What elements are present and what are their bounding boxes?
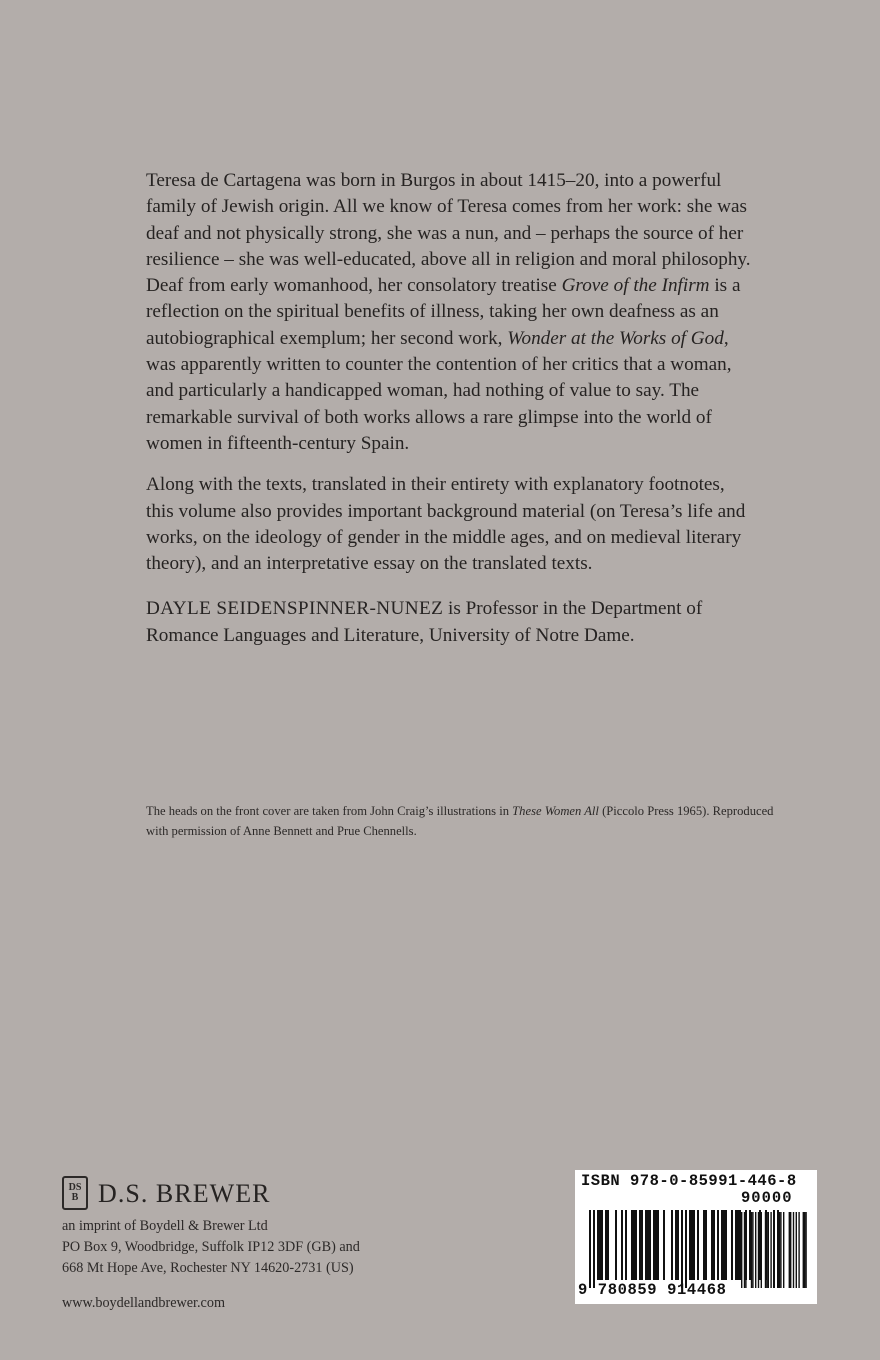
barcode-bar (589, 1210, 591, 1288)
addon-bar (768, 1212, 769, 1288)
back-cover-blurb (146, 168, 756, 664)
barcode-bar (685, 1210, 687, 1288)
barcode-bar (693, 1210, 695, 1280)
addon-bar (779, 1212, 780, 1288)
barcode-bar (607, 1210, 609, 1280)
addon-bar (755, 1212, 756, 1288)
addon-bar (789, 1212, 790, 1288)
addon-bar (793, 1212, 794, 1288)
publisher-address-us: 668 Mt Hope Ave, Rochester NY 14620-2731 (US) (62, 1260, 354, 1276)
barcode-bar (599, 1210, 601, 1280)
blurb-paragraph-1 (146, 168, 756, 457)
barcode-bar (725, 1210, 727, 1280)
barcode-bar (689, 1210, 691, 1280)
barcode-bar (597, 1210, 599, 1280)
addon-bar (780, 1212, 781, 1288)
addon-bar (803, 1212, 804, 1288)
publisher-imprint: an imprint of Boydell & Brewer Ltd (62, 1218, 268, 1234)
addon-bar (770, 1212, 771, 1288)
barcode-bar (721, 1210, 723, 1280)
addon-bar (741, 1212, 742, 1288)
barcode-bar (657, 1210, 659, 1280)
barcode-bar (663, 1210, 665, 1280)
barcode-bar (653, 1210, 655, 1280)
barcode-bar (717, 1210, 719, 1280)
addon-bar (765, 1212, 766, 1288)
blurb-text: Teresa de Cartagena was born in Burgos in about 1415–20, into a powerful family of Jewish origin. All we know of Teresa comes from her work: she was deaf and not physically strong, she was a nun, and – perhaps the source of her resilience – she was well-educated, above all in religion and moral philosophy. Deaf from early womanhood, her consolatory treatise (146, 170, 751, 297)
barcode-bar (635, 1210, 637, 1280)
barcode-bar (621, 1210, 623, 1280)
addon-bar (790, 1212, 791, 1288)
addon-bar (744, 1212, 745, 1288)
blurb-text: is a reflection on the spiritual benefits of illness, taking her own deafness as an autobiographical exemplum; her second work, (146, 275, 741, 349)
addon-bar (783, 1212, 784, 1288)
barcode-bar (703, 1210, 705, 1280)
barcode-bar (639, 1210, 641, 1280)
addon-bar (766, 1212, 767, 1288)
publisher-logo-icon (62, 1176, 88, 1210)
barcode-bar (601, 1210, 603, 1280)
barcode-bar (631, 1210, 633, 1280)
credit-title: These Women All (512, 804, 599, 818)
blurb-paragraph-2: Along with the texts, translated in their entirety with explanatory footnotes, this volume also provides important background material (on Teresa’s life and works, on the ideology of gender in the middle ages, and on medieval literary theory), and an interpretative essay on the translated texts. (146, 474, 746, 575)
barcode-bar (723, 1210, 725, 1280)
barcode-bar (749, 1210, 751, 1280)
barcode-bar (739, 1210, 741, 1280)
author-name: DAYLE SEIDENSPINNER-NUNEZ (146, 598, 444, 620)
addon-bar (804, 1212, 805, 1288)
addon-bar (745, 1212, 746, 1288)
addon-bar (751, 1212, 752, 1288)
barcode-bar (677, 1210, 679, 1280)
isbn-barcode (575, 1170, 817, 1304)
isbn-label: ISBN 978-0-85991-446-8 (581, 1172, 797, 1190)
cover-credit (146, 801, 786, 841)
author-bio-text: is Professor in the Department of Romance Languages and Literature, University of Notre Dame. (146, 598, 703, 646)
publisher-header (62, 1172, 482, 1214)
publisher-website: www.boydellandbrewer.com (62, 1295, 225, 1311)
barcode-bar (633, 1210, 635, 1280)
addon-bar (777, 1212, 778, 1288)
publisher-block (62, 1172, 482, 1314)
barcode-bar (731, 1210, 733, 1280)
barcode-bar (671, 1210, 673, 1280)
barcode-bar (655, 1210, 657, 1280)
barcode-bar (713, 1210, 715, 1280)
barcode-bar (697, 1210, 699, 1280)
addon-bar (773, 1212, 774, 1288)
blurb-text: , was apparently written to counter the contention of her critics that a woman, and particularly a handicapped woman, had nothing of value to say. The remarkable survival of both works allows a rare glimpse into the world of women in fifteenth-century Spain. (146, 327, 732, 454)
book-title-wonder: Wonder at the Works of God (507, 327, 724, 349)
logo-letters-bottom: B (71, 1192, 79, 1203)
book-title-grove: Grove of the Infirm (561, 275, 710, 297)
author-bio (146, 596, 756, 649)
barcode-bar (625, 1210, 627, 1280)
barcode-bar (681, 1210, 683, 1288)
addon-bar (805, 1212, 806, 1288)
addon-bar (798, 1212, 799, 1288)
barcode-bar (705, 1210, 707, 1280)
barcode-bar (735, 1210, 737, 1280)
credit-text: (Piccolo Press 1965). Reproduced with permission of Anne Bennett and Prue Chennells. (146, 804, 774, 838)
barcode-bar (593, 1210, 595, 1288)
barcode-bar (641, 1210, 643, 1280)
barcode-bar (645, 1210, 647, 1280)
publisher-name: D.S. BREWER (98, 1178, 271, 1208)
price-code: 90000 (741, 1189, 793, 1207)
barcode-bar (605, 1210, 607, 1280)
addon-bar (761, 1212, 762, 1288)
barcode-bar (615, 1210, 617, 1280)
logo-letters-top: DS (68, 1182, 82, 1193)
barcode-bar (647, 1210, 649, 1280)
barcode-bar (737, 1210, 739, 1280)
barcode-bar (649, 1210, 651, 1280)
addon-bar (752, 1212, 753, 1288)
publisher-address-uk: PO Box 9, Woodbridge, Suffolk IP12 3DF (GB) and (62, 1239, 360, 1255)
barcode-bar (675, 1210, 677, 1280)
addon-bar (758, 1212, 759, 1288)
addon-bar (796, 1212, 797, 1288)
barcode-bar (691, 1210, 693, 1280)
barcode-bar (711, 1210, 713, 1280)
credit-text: The heads on the front cover are taken from John Craig’s illustrations in (146, 804, 513, 818)
ean-digits: 9 780859 914468 (578, 1281, 727, 1299)
